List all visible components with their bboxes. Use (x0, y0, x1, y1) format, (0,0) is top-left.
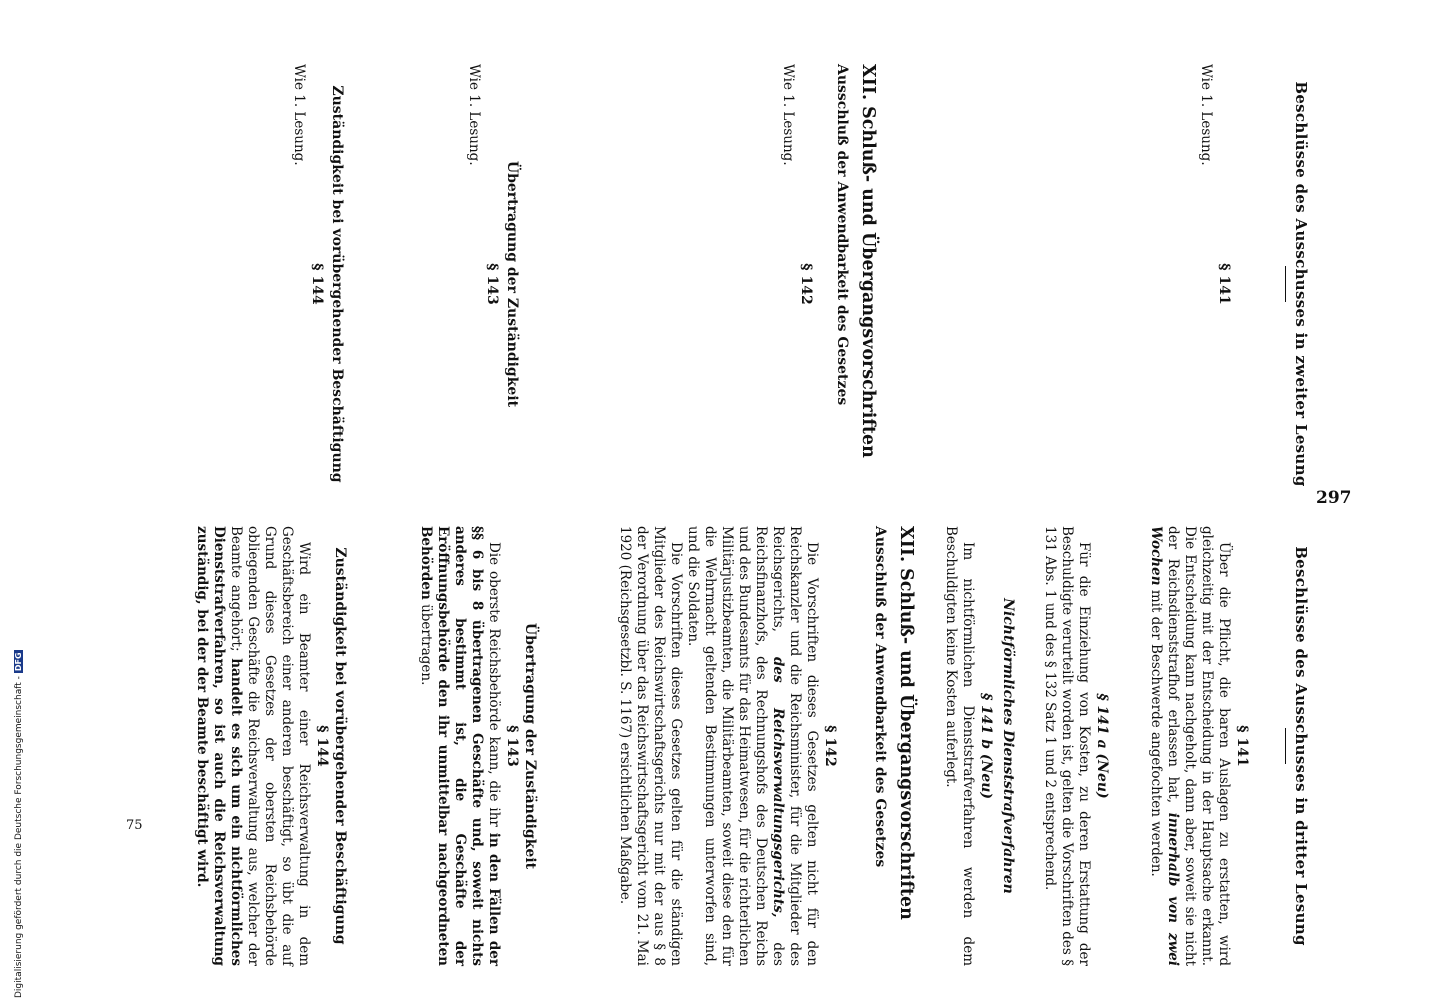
footer-number: 75 (126, 818, 143, 833)
section-heading: Übertragung der Zuständigkeit (504, 160, 520, 408)
text-run: übertragen. (418, 604, 434, 686)
section-text: Wie 1. Lesung. (291, 64, 307, 166)
credit-text: Digitalisierung gefördert durch die Deutsche Forschungsgemeinschaft - (14, 676, 24, 998)
chapter-subtitle: Ausschluß der Anwendbarkeit des Gesetzes (872, 526, 888, 868)
section-heading: Zuständigkeit bei vorübergehender Beschäftigung (332, 547, 348, 945)
header-rule (1285, 266, 1286, 302)
text-run-emphasis: innerhalb von zwei Wochen (1148, 526, 1181, 966)
section-heading: Nichtförmliches Dienststrafverfahren (1000, 598, 1016, 894)
section-text: Für die Einziehung von Kosten, zu deren Erstattung der Beschuldigte verurteilt worden ist, gelten die Vorschriften des § 131 Abs. 1 und des § 132 Satz 1 und 2 entsprechend. (1042, 526, 1092, 966)
section-text: Die Vorschriften dieses Gesetzes gelten für die ständigen Mitglieder des Reichswirtschaftsgerichts nur mit der aus § 8 der Verordnung über das Reichswirtschaftsgericht vom 21. Mai 1920 (Reichsgesetzbl. S. 1167) ersichtlichen Maßgabe. (617, 526, 684, 966)
section-number: § 144 (309, 263, 325, 305)
text-run: Die Vorschriften dieses Gesetzes gelten nicht für den Reichskanzler und die Reichsminister, für die Mitglieder des Reichsgerichts, (770, 526, 820, 966)
chapter-title: XII. Schluß- und Übergangsvorschriften (896, 526, 916, 920)
digitization-credit (14, 650, 24, 998)
text-run: mit der Beschwerde angefochten werden. (1148, 589, 1164, 877)
section-text (193, 526, 312, 966)
section-heading: Zuständigkeit bei vorübergehender Beschäftigung (329, 85, 345, 483)
section-text: Im nichtförmlichen Dienststrafverfahren werden dem Beschuldigten keine Kosten auferlegt. (943, 526, 976, 966)
section-number: § 144 (314, 725, 330, 767)
section-text: Wie 1. Lesung. (1198, 64, 1214, 166)
section-text (684, 526, 820, 966)
section-number: § 142 (798, 263, 814, 305)
section-number: § 141 b (Neu) (978, 692, 994, 800)
dfg-logo-icon: DFG (14, 652, 23, 672)
section-number: § 143 (484, 263, 500, 305)
rotated-sheet (150, 64, 1310, 964)
text-run-emphasis: in den Fällen der §§ 6 bis 8 übertragenen Geschäfte und, soweit nichts anderes bestimmt ist, die Geschäfte der Eröffnungsbehörde den ihr unmittelbar nachgeordneten Behörden (418, 526, 502, 966)
section-number: § 143 (504, 725, 520, 767)
section-number: § 141 (1234, 725, 1250, 767)
section-text: Wie 1. Lesung. (466, 64, 482, 166)
text-run-emphasis: handelt es sich um ein nichtförmliches Dienststrafverfahren, so ist auch die Reichsverwaltung zuständig, bei der der Beamte beschäftigt wird. (194, 526, 244, 966)
section-number: § 141 a (Neu) (1094, 693, 1110, 799)
section-text: Wie 1. Lesung. (780, 64, 796, 166)
column-header: Beschlüsse des Ausschusses in dritter Lesung (1292, 546, 1310, 946)
text-run: des Reichsfinanzhofs, des Rechnungshofs des Deutschen Reichs und des Bundesamts für das Heimatwesen, für die richterlichen Militärjustizbeamten, die Militärbeamten, soweit diese den für die Wehrmacht geltenden Bestimmungen unterworfen sind, und die Soldaten. (685, 526, 786, 966)
section-heading: Übertragung der Zuständigkeit (522, 622, 538, 870)
text-run: Über die Pflicht, die baren Auslagen zu erstatten, wird gleichzeitig mit der Entscheidung in der Hauptsache erkannt. Die Entscheidung kann nachgeholt, dann aber, soweit sie nicht der Reichsdienststrafhof erlassen hat, (1165, 526, 1232, 966)
page-number: 297 (1316, 488, 1352, 508)
text-run: Die oberste Reichsbehörde kann, die ihr (486, 542, 502, 827)
section-number: § 142 (822, 725, 838, 767)
section-text (417, 526, 502, 966)
header-rule (1285, 728, 1286, 764)
section-number: § 141 (1216, 263, 1232, 305)
text-run: Wird ein Beamter einer Reichsverwaltung in dem Geschäftsbereich einer anderen beschäftigt, so übt die auf Grund dieses Gesetzes der obersten Reichsbehörde obliegenden Geschäfte die Reichsverwaltung aus, welcher der Beamte angehört; (228, 526, 312, 966)
section-text (1147, 526, 1232, 966)
chapter-subtitle: Ausschluß der Anwendbarkeit des Gesetzes (834, 64, 850, 406)
text-run-emphasis: des Reichsverwaltungsgerichts, (770, 656, 786, 918)
chapter-title: XII. Schluß- und Übergangsvorschriften (858, 64, 878, 458)
column-header: Beschlüsse des Ausschusses in zweiter Lesung (1292, 81, 1310, 487)
